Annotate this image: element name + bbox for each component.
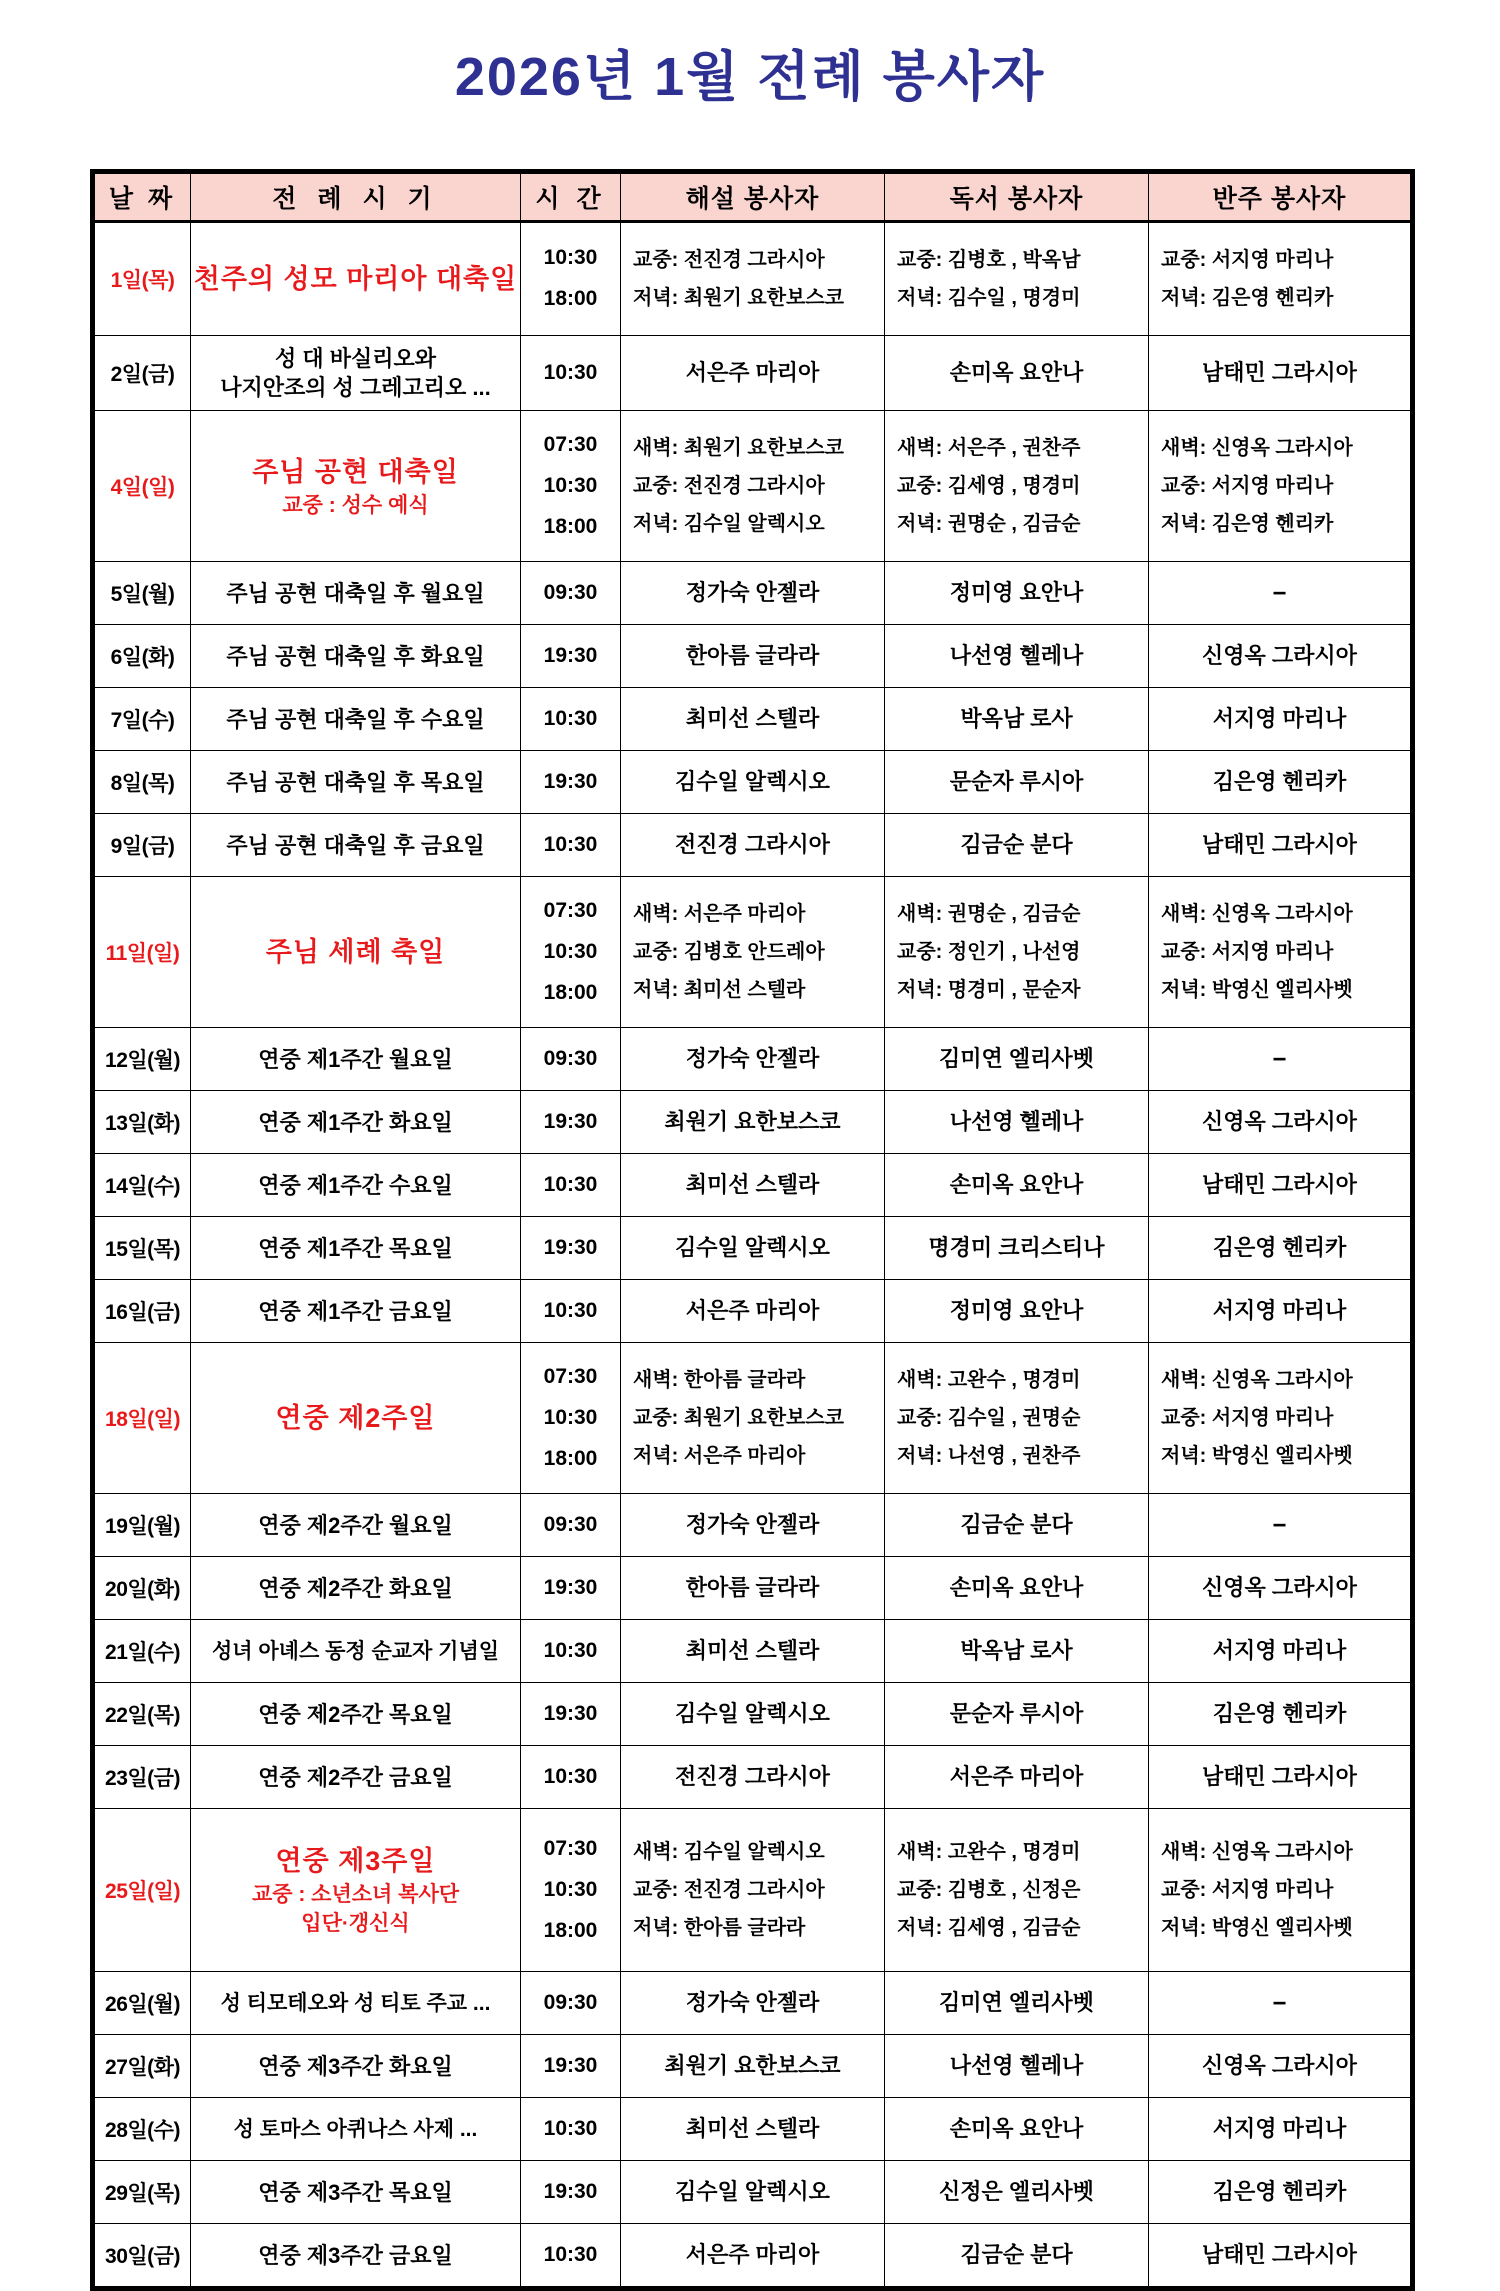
- cell-time: 09:30: [521, 562, 621, 625]
- cell-time: 07:30 10:30 18:00: [521, 411, 621, 562]
- cell-narrator: 김수일 알렉시오: [621, 1217, 885, 1280]
- table-row: [93, 688, 1413, 751]
- cell-reader: 김금순 분다: [885, 2224, 1149, 2289]
- table-row: [93, 411, 1413, 562]
- table-row: [93, 1280, 1413, 1343]
- cell-time: 10:30: [521, 2224, 621, 2289]
- table-row: [93, 1154, 1413, 1217]
- table-row: [93, 1620, 1413, 1683]
- season-title: 연중 제3주간 금요일: [258, 2242, 453, 2268]
- cell-time: 10:30: [521, 336, 621, 411]
- cell-accompanist: 서지영 마리나: [1149, 2098, 1413, 2161]
- table-row: [93, 2224, 1413, 2289]
- cell-date: 8일(목): [93, 751, 191, 814]
- table-row: [93, 1091, 1413, 1154]
- season-title: 주님 세례 축일: [265, 937, 446, 968]
- schedule-table-wrapper: [90, 169, 1410, 2291]
- season-title: 성 티모테오와 성 티토 주교 ...: [220, 1992, 491, 2016]
- column-header-time: 시 간: [521, 172, 621, 222]
- season-title: 연중 제2주일: [275, 1403, 436, 1434]
- cell-date: 22일(목): [93, 1683, 191, 1746]
- cell-reader: 신정은 엘리사벳: [885, 2161, 1149, 2224]
- cell-narrator: 김수일 알렉시오: [621, 2161, 885, 2224]
- table-row: [93, 562, 1413, 625]
- table-row: [93, 1494, 1413, 1557]
- cell-reader: 김미연 엘리사벳: [885, 1028, 1149, 1091]
- season-title: 주님 공현 대축일 후 금요일: [226, 832, 485, 858]
- table-header: [93, 172, 1413, 222]
- cell-reader: 손미옥 요안나: [885, 1154, 1149, 1217]
- cell-date: 11일(일): [93, 877, 191, 1028]
- empty-dash: −: [1272, 1511, 1287, 1539]
- cell-reader: 서은주 마리아: [885, 1746, 1149, 1809]
- cell-narrator: 김수일 알렉시오: [621, 1683, 885, 1746]
- cell-narrator: 서은주 마리아: [621, 336, 885, 411]
- cell-accompanist: 서지영 마리나: [1149, 1620, 1413, 1683]
- cell-reader: 손미옥 요안나: [885, 2098, 1149, 2161]
- cell-narrator: 최미선 스텔라: [621, 1620, 885, 1683]
- season-title: 주님 공현 대축일 후 월요일: [226, 580, 485, 606]
- table-row: [93, 1343, 1413, 1494]
- cell-time: 19:30: [521, 2035, 621, 2098]
- cell-date: 26일(월): [93, 1972, 191, 2035]
- cell-time: 07:30 10:30 18:00: [521, 877, 621, 1028]
- season-subtitle: 교중 : 성수 예식: [282, 493, 429, 517]
- cell-accompanist: 교중: 서지영 마리나 저녁: 김은영 헨리카: [1149, 222, 1413, 336]
- table-row: [93, 751, 1413, 814]
- cell-date: 4일(일): [93, 411, 191, 562]
- cell-narrator: 한아름 글라라: [621, 1557, 885, 1620]
- season-title: 연중 제1주간 화요일: [258, 1109, 453, 1135]
- cell-narrator: 새벽: 최원기 요한보스코 교중: 전진경 그라시아 저녁: 김수일 알렉시오: [621, 411, 885, 562]
- empty-dash: −: [1272, 579, 1287, 607]
- cell-date: 13일(화): [93, 1091, 191, 1154]
- cell-narrator: 전진경 그라시아: [621, 814, 885, 877]
- cell-season: [191, 1683, 521, 1746]
- cell-season: [191, 877, 521, 1028]
- cell-time: 09:30: [521, 1972, 621, 2035]
- table-row: [93, 1809, 1413, 1972]
- cell-narrator: 서은주 마리아: [621, 2224, 885, 2289]
- cell-narrator: 새벽: 김수일 알렉시오 교중: 전진경 그라시아 저녁: 한아름 글라라: [621, 1809, 885, 1972]
- cell-accompanist: 신영옥 그라시아: [1149, 2035, 1413, 2098]
- season-subtitle-2: 입단·갱신식: [301, 1912, 410, 1936]
- cell-date: 7일(수): [93, 688, 191, 751]
- table-row: [93, 877, 1413, 1028]
- cell-reader: 정미영 요안나: [885, 562, 1149, 625]
- cell-narrator: 최원기 요한보스코: [621, 1091, 885, 1154]
- cell-date: 14일(수): [93, 1154, 191, 1217]
- cell-season: [191, 625, 521, 688]
- cell-accompanist: [1149, 1494, 1413, 1557]
- cell-accompanist: 새벽: 신영옥 그라시아 교중: 서지영 마리나 저녁: 박영신 엘리사벳: [1149, 1343, 1413, 1494]
- cell-season: [191, 222, 521, 336]
- cell-narrator: 정가숙 안젤라: [621, 1494, 885, 1557]
- cell-date: 28일(수): [93, 2098, 191, 2161]
- cell-reader: 손미옥 요안나: [885, 336, 1149, 411]
- cell-narrator: 최원기 요한보스코: [621, 2035, 885, 2098]
- season-title: 연중 제1주간 금요일: [258, 1298, 453, 1324]
- cell-season: [191, 814, 521, 877]
- table-row: [93, 1217, 1413, 1280]
- table-row: [93, 814, 1413, 877]
- cell-reader: 새벽: 고완수 , 명경미 교중: 김수일 , 권명순 저녁: 나선영 , 권찬주: [885, 1343, 1149, 1494]
- cell-accompanist: 남태민 그라시아: [1149, 1746, 1413, 1809]
- cell-reader: 김금순 분다: [885, 814, 1149, 877]
- season-title: 성녀 아녜스 동정 순교자 기념일: [211, 1640, 500, 1664]
- cell-date: 16일(금): [93, 1280, 191, 1343]
- season-title: 연중 제1주간 수요일: [258, 1172, 453, 1198]
- cell-narrator: 최미선 스텔라: [621, 2098, 885, 2161]
- table-row: [93, 625, 1413, 688]
- season-title: 연중 제1주간 월요일: [258, 1046, 453, 1072]
- cell-reader: 명경미 크리스티나: [885, 1217, 1149, 1280]
- season-title: 연중 제1주간 목요일: [258, 1235, 453, 1261]
- cell-accompanist: [1149, 562, 1413, 625]
- cell-accompanist: 새벽: 신영옥 그라시아 교중: 서지영 마리나 저녁: 김은영 헨리카: [1149, 411, 1413, 562]
- cell-date: 25일(일): [93, 1809, 191, 1972]
- empty-dash: −: [1272, 1989, 1287, 2017]
- table-header-row: [93, 172, 1413, 222]
- cell-narrator: 교중: 전진경 그라시아 저녁: 최원기 요한보스코: [621, 222, 885, 336]
- cell-reader: 정미영 요안나: [885, 1280, 1149, 1343]
- column-header-season: 전 례 시 기: [191, 172, 521, 222]
- cell-season: [191, 1343, 521, 1494]
- cell-time: 09:30: [521, 1028, 621, 1091]
- cell-time: 19:30: [521, 625, 621, 688]
- cell-season: [191, 1280, 521, 1343]
- table-body: [93, 222, 1413, 2289]
- cell-accompanist: 남태민 그라시아: [1149, 2224, 1413, 2289]
- cell-season: [191, 2035, 521, 2098]
- cell-accompanist: 신영옥 그라시아: [1149, 625, 1413, 688]
- cell-season: [191, 1809, 521, 1972]
- cell-accompanist: 서지영 마리나: [1149, 688, 1413, 751]
- cell-reader: 나선영 헬레나: [885, 1091, 1149, 1154]
- cell-reader: 교중: 김병호 , 박옥남 저녁: 김수일 , 명경미: [885, 222, 1149, 336]
- cell-accompanist: 김은영 헨리카: [1149, 1683, 1413, 1746]
- cell-season: [191, 751, 521, 814]
- cell-time: 19:30: [521, 2161, 621, 2224]
- season-title: 연중 제3주일: [275, 1846, 436, 1877]
- cell-accompanist: 새벽: 신영옥 그라시아 교중: 서지영 마리나 저녁: 박영신 엘리사벳: [1149, 1809, 1413, 1972]
- cell-reader: 김금순 분다: [885, 1494, 1149, 1557]
- page-title: 2026년 1월 전례 봉사자: [454, 47, 1046, 107]
- cell-season: [191, 1557, 521, 1620]
- cell-date: 21일(수): [93, 1620, 191, 1683]
- cell-time: 07:30 10:30 18:00: [521, 1809, 621, 1972]
- cell-time: 10:30 18:00: [521, 222, 621, 336]
- cell-time: 10:30: [521, 2098, 621, 2161]
- cell-narrator: 정가숙 안젤라: [621, 1972, 885, 2035]
- cell-date: 19일(월): [93, 1494, 191, 1557]
- cell-reader: 나선영 헬레나: [885, 625, 1149, 688]
- column-header-accompanist: 반주 봉사자: [1149, 172, 1413, 222]
- table-row: [93, 1683, 1413, 1746]
- cell-accompanist: 김은영 헨리카: [1149, 2161, 1413, 2224]
- cell-season: [191, 1154, 521, 1217]
- cell-accompanist: 남태민 그라시아: [1149, 336, 1413, 411]
- season-title: 주님 공현 대축일 후 화요일: [226, 643, 485, 669]
- cell-narrator: 전진경 그라시아: [621, 1746, 885, 1809]
- season-title: 연중 제2주간 화요일: [258, 1575, 453, 1601]
- cell-accompanist: [1149, 1972, 1413, 2035]
- cell-date: 1일(목): [93, 222, 191, 336]
- cell-narrator: 새벽: 서은주 마리아 교중: 김병호 안드레아 저녁: 최미선 스텔라: [621, 877, 885, 1028]
- cell-narrator: 서은주 마리아: [621, 1280, 885, 1343]
- empty-dash: −: [1272, 1045, 1287, 1073]
- cell-narrator: 최미선 스텔라: [621, 688, 885, 751]
- cell-date: 27일(화): [93, 2035, 191, 2098]
- cell-narrator: 김수일 알렉시오: [621, 751, 885, 814]
- cell-time: 10:30: [521, 1154, 621, 1217]
- cell-season: [191, 688, 521, 751]
- season-title: 연중 제2주간 금요일: [258, 1764, 453, 1790]
- season-title: 성 대 바실리오와: [275, 345, 436, 371]
- table-row: [93, 1028, 1413, 1091]
- cell-date: 6일(화): [93, 625, 191, 688]
- table-row: [93, 1972, 1413, 2035]
- cell-season: [191, 2224, 521, 2289]
- cell-season: [191, 1494, 521, 1557]
- cell-season: [191, 562, 521, 625]
- cell-accompanist: 김은영 헨리카: [1149, 751, 1413, 814]
- cell-narrator: 새벽: 한아름 글라라 교중: 최원기 요한보스코 저녁: 서은주 마리아: [621, 1343, 885, 1494]
- table-row: [93, 1746, 1413, 1809]
- cell-time: 19:30: [521, 751, 621, 814]
- cell-accompanist: 새벽: 신영옥 그라시아 교중: 서지영 마리나 저녁: 박영신 엘리사벳: [1149, 877, 1413, 1028]
- cell-date: 20일(화): [93, 1557, 191, 1620]
- cell-accompanist: 신영옥 그라시아: [1149, 1091, 1413, 1154]
- cell-season: [191, 411, 521, 562]
- cell-accompanist: 남태민 그라시아: [1149, 1154, 1413, 1217]
- cell-time: 19:30: [521, 1683, 621, 1746]
- cell-reader: 김미연 엘리사벳: [885, 1972, 1149, 2035]
- column-header-date: 날 짜: [93, 172, 191, 222]
- season-title: 연중 제2주간 월요일: [258, 1512, 453, 1538]
- cell-reader: 나선영 헬레나: [885, 2035, 1149, 2098]
- cell-date: 23일(금): [93, 1746, 191, 1809]
- cell-reader: 문순자 루시아: [885, 1683, 1149, 1746]
- table-row: [93, 336, 1413, 411]
- cell-date: 29일(목): [93, 2161, 191, 2224]
- cell-time: 10:30: [521, 1620, 621, 1683]
- cell-accompanist: 남태민 그라시아: [1149, 814, 1413, 877]
- cell-narrator: 정가숙 안젤라: [621, 1028, 885, 1091]
- cell-season: [191, 2161, 521, 2224]
- cell-time: 19:30: [521, 1557, 621, 1620]
- cell-season: [191, 1620, 521, 1683]
- cell-accompanist: [1149, 1028, 1413, 1091]
- cell-time: 10:30: [521, 688, 621, 751]
- cell-date: 2일(금): [93, 336, 191, 411]
- cell-season: [191, 1746, 521, 1809]
- cell-season: [191, 2098, 521, 2161]
- season-title: 주님 공현 대축일: [252, 456, 459, 487]
- cell-season: [191, 1217, 521, 1280]
- table-row: [93, 2098, 1413, 2161]
- liturgy-schedule-table: [90, 169, 1415, 2291]
- column-header-narrator: 해설 봉사자: [621, 172, 885, 222]
- cell-reader: 새벽: 권명순 , 김금순 교중: 정인기 , 나선영 저녁: 명경미 , 문순자: [885, 877, 1149, 1028]
- cell-season: [191, 1091, 521, 1154]
- cell-season: [191, 1972, 521, 2035]
- cell-reader: 손미옥 요안나: [885, 1557, 1149, 1620]
- cell-reader: 문순자 루시아: [885, 751, 1149, 814]
- cell-narrator: 정가숙 안젤라: [621, 562, 885, 625]
- cell-date: 18일(일): [93, 1343, 191, 1494]
- cell-time: 19:30: [521, 1091, 621, 1154]
- cell-narrator: 한아름 글라라: [621, 625, 885, 688]
- cell-season: [191, 336, 521, 411]
- cell-time: 09:30: [521, 1494, 621, 1557]
- season-title-line2: 나지안조의 성 그레고리오 ...: [220, 375, 491, 401]
- cell-reader: 새벽: 서은주 , 권찬주 교중: 김세영 , 명경미 저녁: 권명순 , 김금순: [885, 411, 1149, 562]
- cell-date: 9일(금): [93, 814, 191, 877]
- table-row: [93, 2035, 1413, 2098]
- cell-date: 5일(월): [93, 562, 191, 625]
- season-title: 성 토마스 아퀴나스 사제 ...: [233, 2118, 478, 2142]
- cell-reader: 박옥남 로사: [885, 1620, 1149, 1683]
- cell-accompanist: 서지영 마리나: [1149, 1280, 1413, 1343]
- season-title: 연중 제3주간 목요일: [258, 2179, 453, 2205]
- cell-time: 19:30: [521, 1217, 621, 1280]
- cell-time: 07:30 10:30 18:00: [521, 1343, 621, 1494]
- cell-date: 30일(금): [93, 2224, 191, 2289]
- cell-date: 15일(목): [93, 1217, 191, 1280]
- cell-date: 12일(월): [93, 1028, 191, 1091]
- table-row: [93, 2161, 1413, 2224]
- cell-accompanist: 김은영 헨리카: [1149, 1217, 1413, 1280]
- season-subtitle: 교중 : 소년소녀 복사단: [251, 1883, 460, 1907]
- season-title: 주님 공현 대축일 후 수요일: [226, 706, 485, 732]
- season-title: 천주의 성모 마리아 대축일: [193, 264, 518, 295]
- cell-time: 10:30: [521, 1746, 621, 1809]
- cell-accompanist: 신영옥 그라시아: [1149, 1557, 1413, 1620]
- cell-time: 10:30: [521, 814, 621, 877]
- column-header-reader: 독서 봉사자: [885, 172, 1149, 222]
- cell-reader: 박옥남 로사: [885, 688, 1149, 751]
- season-title: 주님 공현 대축일 후 목요일: [226, 769, 485, 795]
- cell-narrator: 최미선 스텔라: [621, 1154, 885, 1217]
- table-row: [93, 222, 1413, 336]
- cell-reader: 새벽: 고완수 , 명경미 교중: 김병호 , 신정은 저녁: 김세영 , 김금순: [885, 1809, 1149, 1972]
- table-row: [93, 1557, 1413, 1620]
- cell-season: [191, 1028, 521, 1091]
- cell-time: 10:30: [521, 1280, 621, 1343]
- season-title: 연중 제3주간 화요일: [258, 2053, 453, 2079]
- season-title: 연중 제2주간 목요일: [258, 1701, 453, 1727]
